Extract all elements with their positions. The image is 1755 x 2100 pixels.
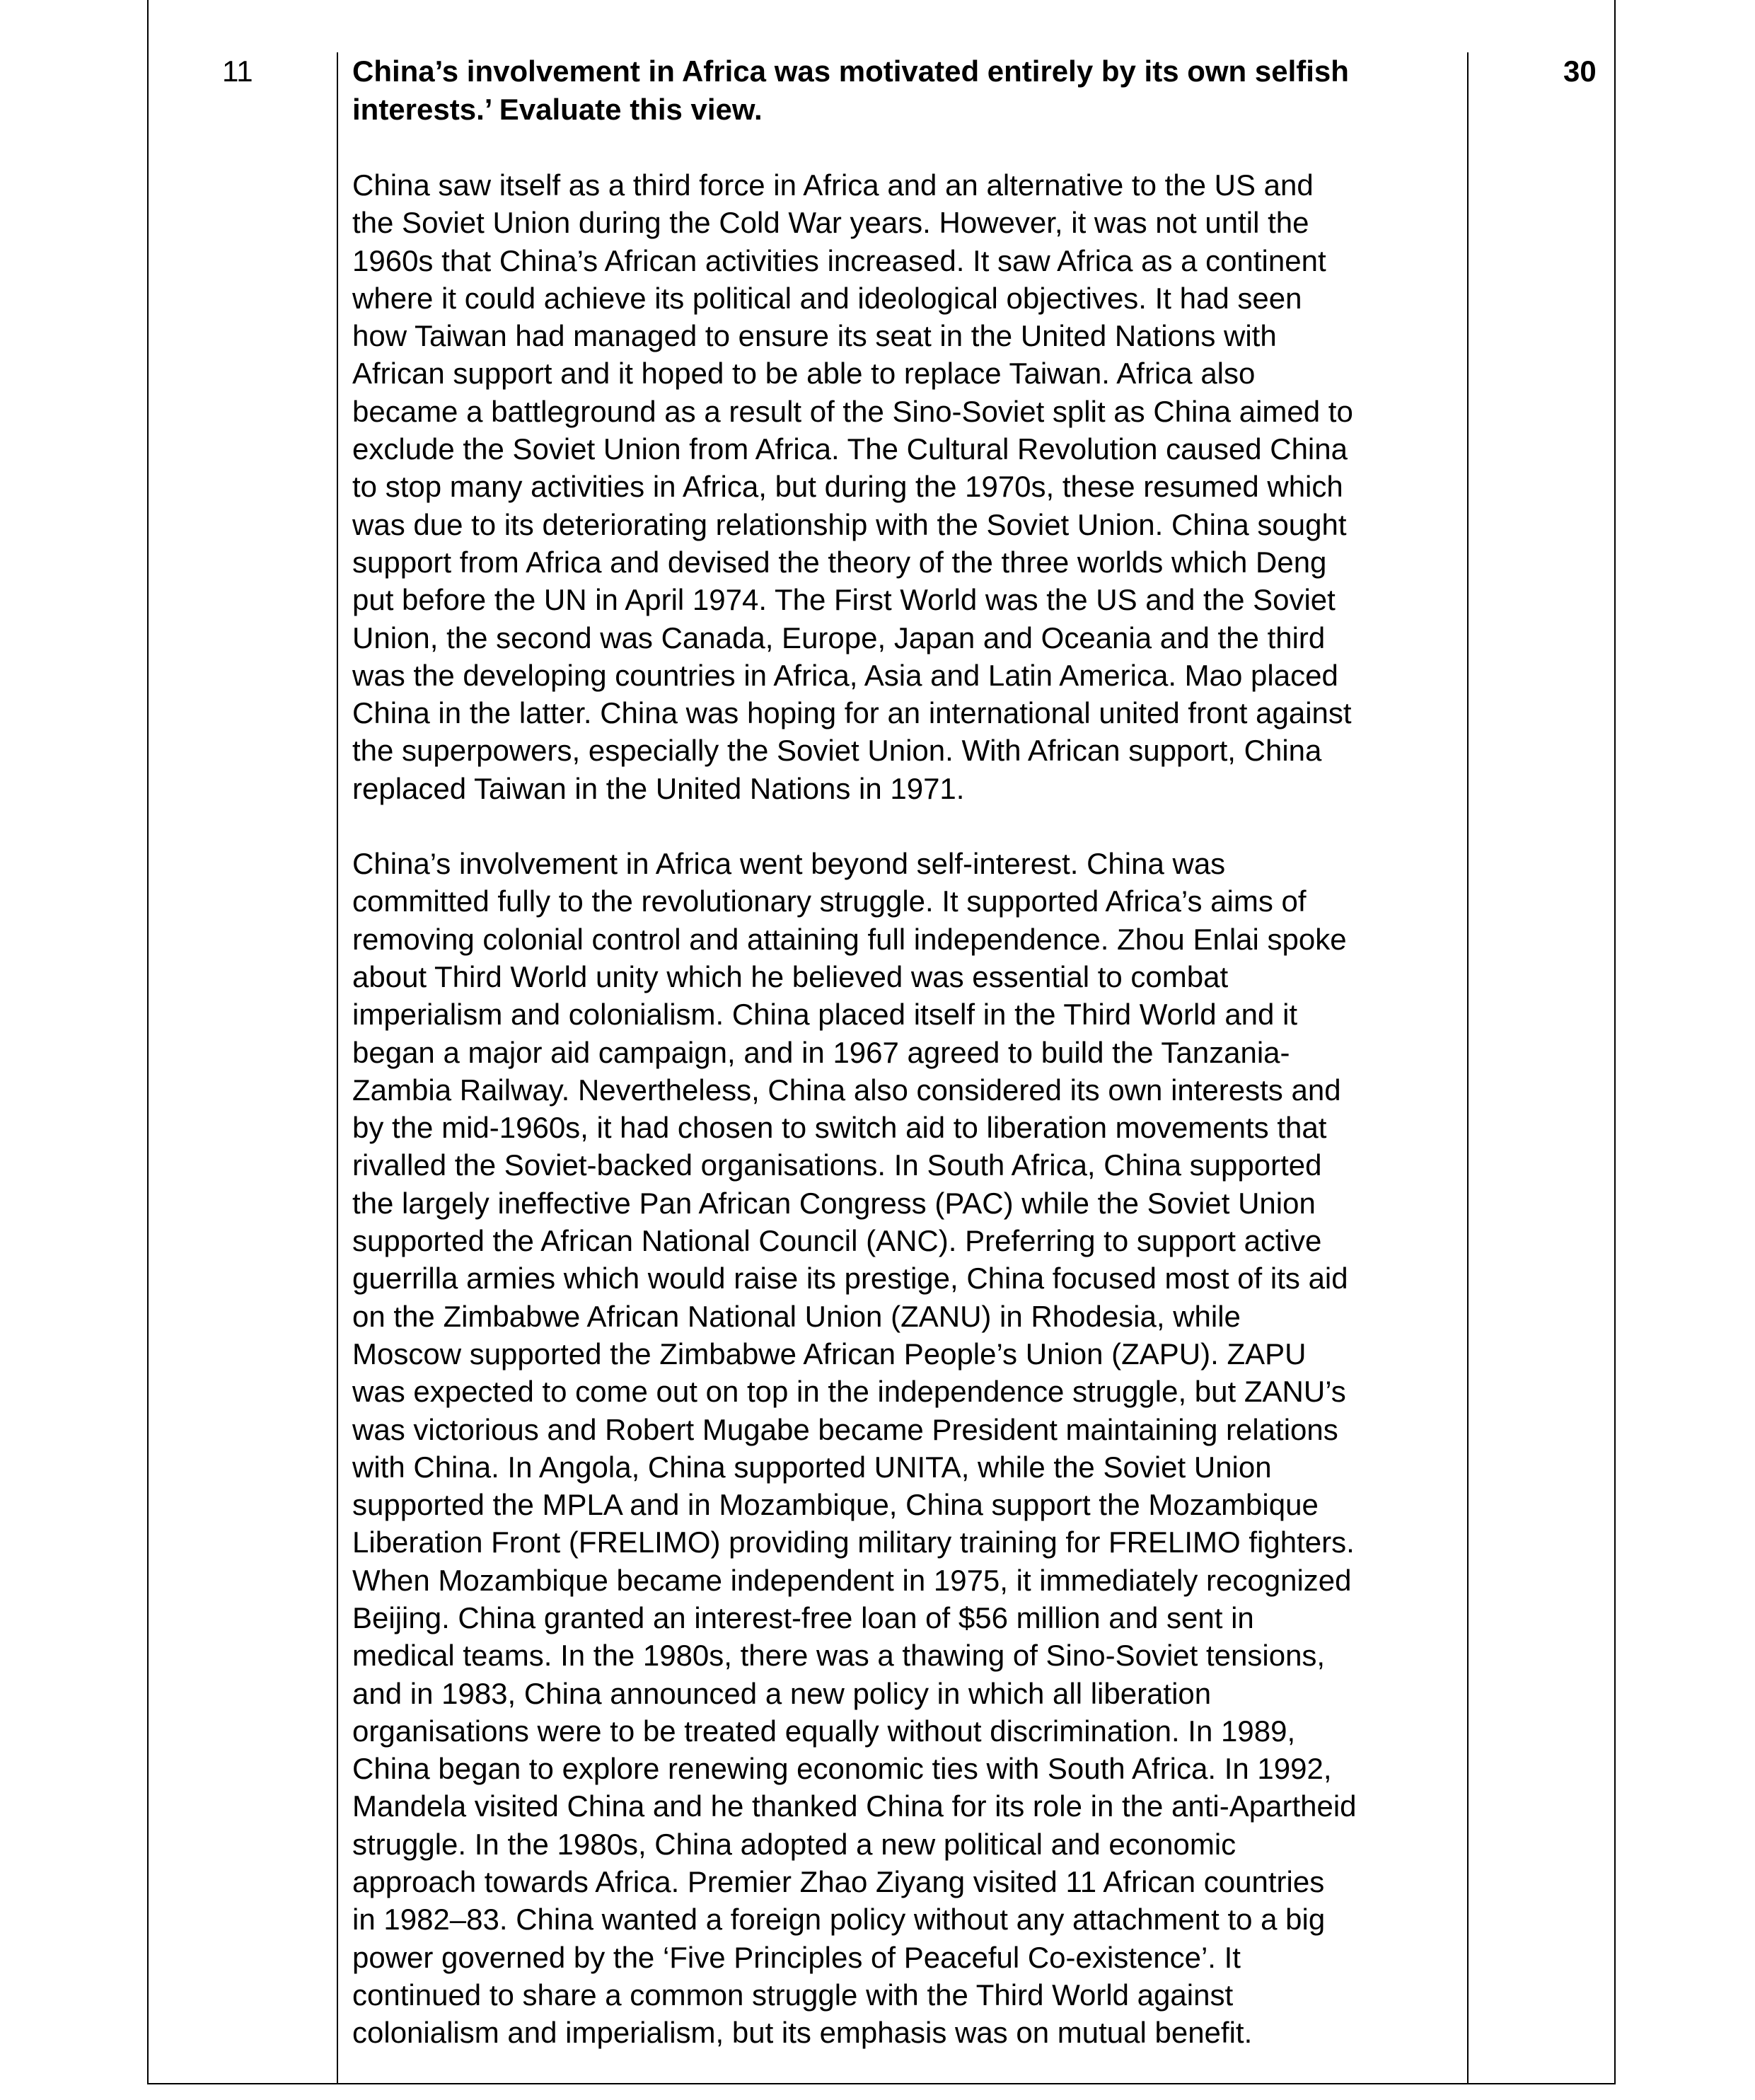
answer-line: Liberation Front (FRELIMO) providing military training for FRELIMO fighters. — [352, 1525, 1355, 1559]
question-number: 11 — [222, 54, 253, 88]
answer-line: began a major aid campaign, and in 1967 agreed to build the Tanzania- — [352, 1035, 1290, 1069]
answer-line: supported the MPLA and in Mozambique, China support the Mozambique — [352, 1488, 1319, 1522]
answer-line: support from Africa and devised the theory of the three worlds which Deng — [352, 545, 1327, 579]
answer-line: approach towards Africa. Premier Zhao Ziyang visited 11 African countries — [352, 1865, 1325, 1899]
answer-line: medical teams. In the 1980s, there was a thawing of Sino-Soviet tensions, — [352, 1639, 1326, 1673]
answer-line: power governed by the ‘Five Principles of Peaceful Co-existence’. It — [352, 1940, 1241, 1974]
answer-line: 1960s that China’s African activities increased. It saw Africa as a continent — [352, 243, 1326, 277]
answer-line: the largely ineffective Pan African Congress (PAC) while the Soviet Union — [352, 1186, 1316, 1220]
answer-cell — [352, 52, 1470, 2052]
question-title-line: China’s involvement in Africa was motivated entirely by its own selfish — [352, 54, 1349, 88]
answer-line: by the mid-1960s, it had chosen to switch aid to liberation movements that — [352, 1111, 1327, 1145]
answer-line: guerrilla armies which would raise its prestige, China focused most of its aid — [352, 1262, 1348, 1296]
question-title-line: interests.’ Evaluate this view. — [352, 93, 763, 126]
answer-line: with China. In Angola, China supported UNITA, while the Soviet Union — [352, 1450, 1272, 1484]
answer-line: and in 1983, China announced a new policy in which all liberation — [352, 1676, 1212, 1710]
column-divider-left — [337, 52, 338, 2083]
answer-line: African support and it hoped to be able to replace Taiwan. Africa also — [352, 357, 1256, 391]
answer-line: exclude the Soviet Union from Africa. The Cultural Revolution caused China — [352, 432, 1348, 466]
answer-line: removing colonial control and attaining full independence. Zhou Enlai spoke — [352, 922, 1347, 956]
answer-line: China saw itself as a third force in Africa and an alternative to the US and — [352, 168, 1314, 202]
answer-line: how Taiwan had managed to ensure its seat in the United Nations with — [352, 319, 1277, 353]
answer-line: in 1982–83. China wanted a foreign policy without any attachment to a big — [352, 1903, 1326, 1937]
answer-line: imperialism and colonialism. China placed itself in the Third World and it — [352, 998, 1298, 1032]
answer-line: continued to share a common struggle with the Third World against — [352, 1978, 1234, 2012]
answer-line: to stop many activities in Africa, but during the 1970s, these resumed which — [352, 470, 1343, 504]
answer-line: replaced Taiwan in the United Nations in 1971. — [352, 771, 965, 805]
marks-value: 30 — [1563, 54, 1597, 88]
answer-line: about Third World unity which he believed was essential to combat — [352, 959, 1229, 993]
question-title — [352, 52, 1470, 129]
answer-line: China’s involvement in Africa went beyond self-interest. China was — [352, 847, 1226, 881]
answer-line: colonialism and imperialism, but its emphasis was on mutual benefit. — [352, 2016, 1253, 2050]
answer-paragraph-2 — [352, 845, 1470, 2052]
answer-line: put before the UN in April 1974. The First World was the US and the Soviet — [352, 583, 1336, 617]
answer-line: committed fully to the revolutionary struggle. It supported Africa’s aims of — [352, 884, 1307, 918]
answer-line: was expected to come out on top in the independence struggle, but ZANU’s — [352, 1375, 1346, 1409]
answer-line: was victorious and Robert Mugabe became President maintaining relations — [352, 1412, 1338, 1446]
answer-line: supported the African National Council (ANC). Preferring to support active — [352, 1224, 1322, 1258]
answer-line: Zambia Railway. Nevertheless, China also considered its own interests and — [352, 1073, 1341, 1107]
answer-line: where it could achieve its political and ideological objectives. It had seen — [352, 281, 1302, 315]
answer-line: the Soviet Union during the Cold War years. However, it was not until the — [352, 206, 1309, 240]
answer-line: Beijing. China granted an interest-free loan of $56 million and sent in — [352, 1600, 1254, 1634]
answer-line: was due to its deteriorating relationship with the Soviet Union. China sought — [352, 507, 1347, 541]
answer-line: rivalled the Soviet-backed organisations. In South Africa, China supported — [352, 1148, 1322, 1182]
answer-paragraph-1 — [352, 166, 1470, 807]
answer-line: Mandela visited China and he thanked China for its role in the anti-Apartheid — [352, 1789, 1357, 1823]
answer-line: China began to explore renewing economic ties with South Africa. In 1992, — [352, 1752, 1332, 1786]
answer-line: Moscow supported the Zimbabwe African People’s Union (ZAPU). ZAPU — [352, 1337, 1307, 1371]
answer-line: When Mozambique became independent in 1975, it immediately recognized — [352, 1563, 1352, 1597]
answer-line: was the developing countries in Africa, Asia and Latin America. Mao placed — [352, 658, 1338, 692]
answer-line: became a battleground as a result of the Sino-Soviet split as China aimed to — [352, 394, 1353, 428]
answer-line: the superpowers, especially the Soviet Union. With African support, China — [352, 734, 1322, 768]
answer-line: organisations were to be treated equally without discrimination. In 1989, — [352, 1714, 1296, 1748]
answer-line: Union, the second was Canada, Europe, Japan and Oceania and the third — [352, 621, 1326, 654]
answer-line: China in the latter. China was hoping for an international united front against — [352, 696, 1352, 730]
answer-line: on the Zimbabwe African National Union (ZANU) in Rhodesia, while — [352, 1299, 1241, 1333]
answer-line: struggle. In the 1980s, China adopted a new political and economic — [352, 1827, 1236, 1861]
